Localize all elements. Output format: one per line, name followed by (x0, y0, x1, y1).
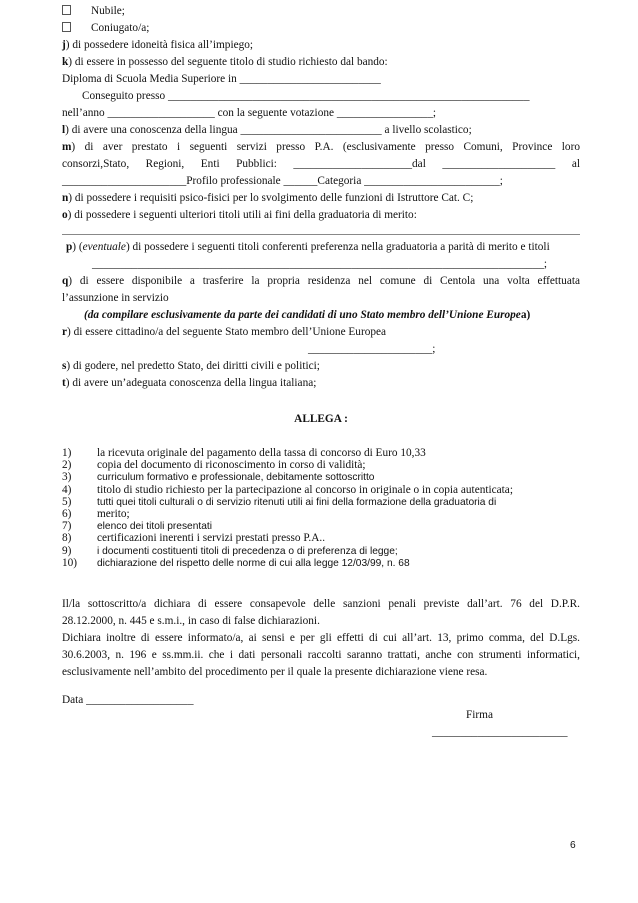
section-q-note: (da compilare esclusivamente da parte dei candidati di uno Stato membro dell’Unione Europea) (84, 309, 531, 321)
declaration-line5: esclusivamente nell’ambito del procedimento per il quale la presente dichiarazione viene resa. (62, 666, 488, 678)
section-q-line2: l’assunzione in servizio (62, 292, 169, 304)
section-j: j) di possedere idoneità fisica all’impiego; (62, 39, 254, 51)
section-r: r) di essere cittadino/a del seguente Stato membro dell’Unione Europea (62, 326, 387, 338)
allega-item-text: tutti quei titoli culturali o di servizio ritenuti utili ai fini della formazione della graduatoria di (97, 496, 497, 508)
section-k-anno: nell’anno ___________________ con la seguente votazione _________________; (62, 107, 436, 119)
allega-item-text: elenco dei titoli presentati (97, 521, 212, 533)
allega-item-text: titolo di studio richiesto per la partecipazione al concorso in originale o in copia autenticata; (97, 483, 513, 496)
allega-item-number: 2) (62, 459, 72, 472)
section-s: s) di godere, nel predetto Stato, dei diritti civili e politici; (62, 360, 320, 372)
divider-rule (62, 234, 580, 235)
allega-item-number: 7) (62, 520, 72, 533)
firma-line: ________________________ (432, 726, 568, 738)
allega-item-text: la ricevuta originale del pagamento della tassa di concorso di Euro 10,33 (97, 447, 426, 459)
section-k: k) di essere in possesso del seguente titolo di studio richiesto dal bando: (62, 56, 388, 68)
allega-item-text: certificazioni inerenti i servizi prestati presso P.A.. (97, 532, 326, 545)
allega-item-number: 6) (62, 508, 72, 520)
page-number: 6 (570, 840, 576, 851)
allega-item-number: 8) (62, 532, 72, 545)
section-t: t) di avere un’adeguata conoscenza della lingua italiana; (62, 377, 317, 389)
section-r-line2: ______________________; (308, 343, 436, 355)
declaration-line2: 28.12.2000, n. 445 e s.m.i., in caso di false dichiarazioni. (62, 615, 320, 627)
section-k-diploma: Diploma di Scuola Media Superiore in _________________________ (62, 73, 381, 85)
allega-item-text: dichiarazione del rispetto delle norme di cui alla legge 12/03/99, n. 68 (97, 557, 410, 569)
allega-item-text: copia del documento di riconoscimento in corso di validità; (97, 459, 366, 472)
checkbox-icon (62, 5, 71, 15)
section-m-line3: ______________________Profilo professionale ______Categoria ________________________; (62, 175, 503, 187)
allega-title: ALLEGA : (294, 413, 348, 425)
document-page (62, 0, 580, 903)
data-field: Data ___________________ (62, 694, 194, 706)
section-p-line2: ________________________________________________________________________________; (92, 258, 548, 270)
section-q: q) di essere disponibile a trasferire la propria residenza nel comune di Centola una volta effettuata (62, 275, 580, 287)
allega-item-text: i documenti costituenti titoli di precedenza o di preferenza di legge; (97, 545, 398, 557)
section-m-line2: consorzi,Stato, Regioni, Enti Pubblici: _____________________dal ____________________ al (62, 158, 580, 170)
section-o: o) di possedere i seguenti ulteriori titoli utili ai fini della graduatoria di merito: (62, 209, 417, 221)
allega-item-number: 5) (62, 495, 72, 508)
section-m: m) di aver prestato i seguenti servizi presso P.A. (esclusivamente presso Comuni, Province loro (62, 141, 580, 153)
allega-item-text: curriculum formativo e professionale, debitamente sottoscritto (97, 472, 375, 484)
declaration-line3: Dichiara inoltre di essere informato/a, ai sensi e per gli effetti di cui all’art. 13, primo comma, del D.Lgs. (62, 632, 580, 644)
section-p: p) (eventuale) di possedere i seguenti titoli conferenti preferenza nella graduatoria a parità di merito e titoli (66, 241, 550, 253)
allega-item-number: 9) (62, 544, 72, 557)
allega-item-number: 3) (62, 471, 72, 484)
allega-item-text: merito; (97, 508, 130, 520)
declaration-line4: 30.6.2003, n. 196 e ss.mm.ii. che i dati personali raccolti saranno trattati, anche con strumenti informatici, (62, 649, 580, 661)
allega-item-number: 10) (62, 556, 78, 569)
declaration-line1: Il/la sottoscritto/a dichiara di essere consapevole delle sanzioni penali previste dall’art. 76 del D.P.R. (62, 598, 580, 610)
firma-label: Firma (466, 709, 493, 721)
option-coniugato: Coniugato/a; (62, 21, 149, 37)
allega-item-number: 4) (62, 483, 72, 496)
option-nubile: Nubile; (62, 4, 125, 20)
section-n: n) di possedere i requisiti psico-fisici per lo svolgimento delle funzioni di Istruttore Cat. C; (62, 192, 474, 204)
allega-item-number: 1) (62, 447, 72, 459)
section-l: l) di avere una conoscenza della lingua _________________________ a livello scolastico; (62, 124, 472, 136)
section-k-conseguito: Conseguito presso ________________________________________________________________ (82, 90, 530, 102)
checkbox-icon (62, 22, 71, 32)
